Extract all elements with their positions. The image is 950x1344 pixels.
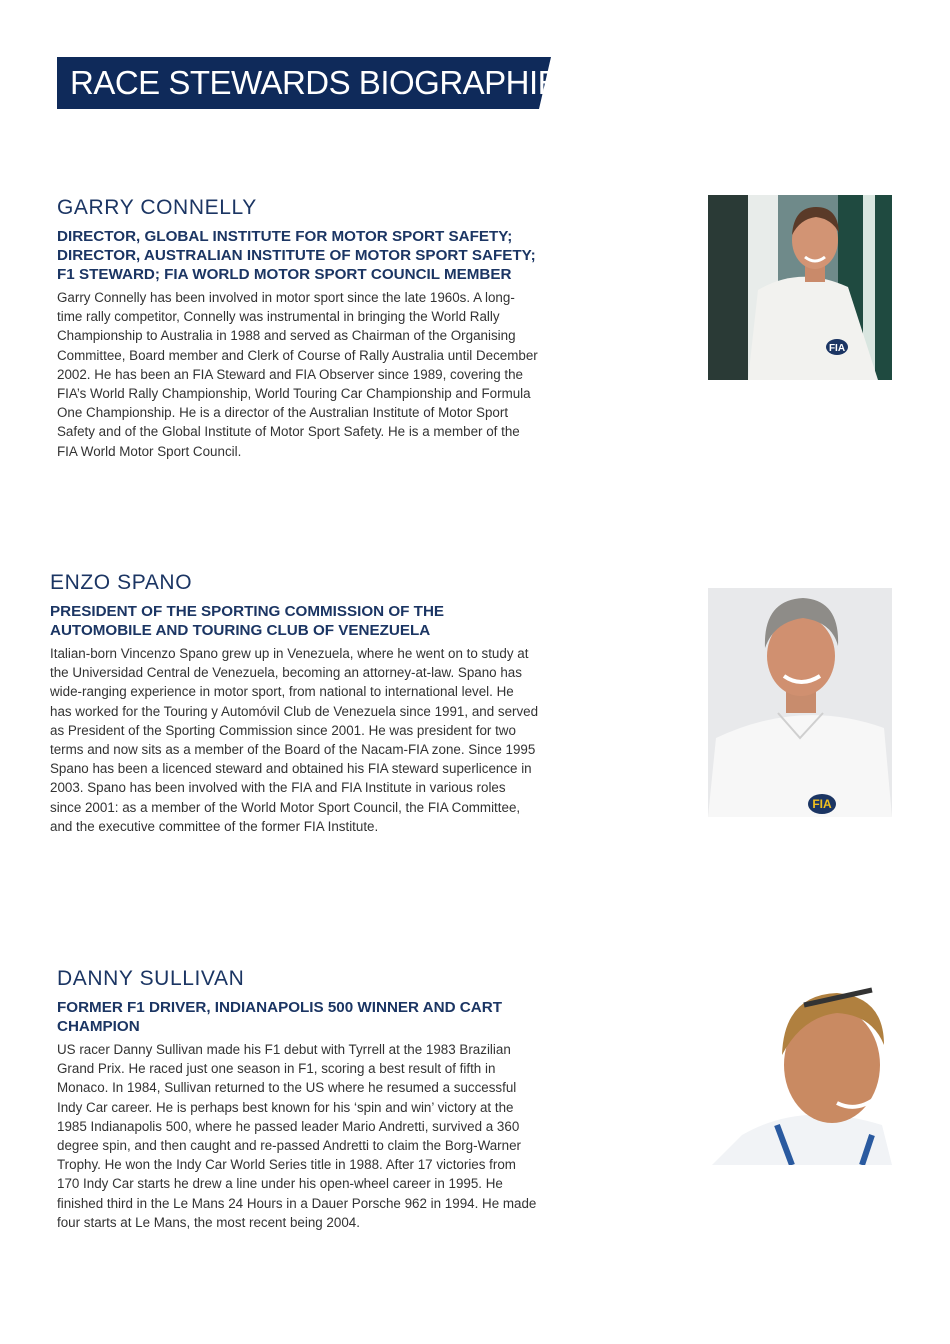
title-banner [57, 57, 581, 109]
steward-role: DIRECTOR, GLOBAL INSTITUTE FOR MOTOR SPORT SAFETY; DIRECTOR, AUSTRALIAN INSTITUTE OF MOTOR SPORT SAFETY; F1 STEWARD; FIA WORLD MOTOR SPORT COUNCIL MEMBER [57, 228, 536, 283]
steward-name: GARRY CONNELLY [57, 196, 257, 219]
fia-badge-text: FIA [812, 797, 832, 811]
steward-bio: US racer Danny Sullivan made his F1 debut with Tyrrell at the 1983 Brazilian Grand Prix. He raced just one season in F1, scoring a best result of fifth in Monaco. In 1984, Sullivan returned to the US where he resumed a successful Indy Car career. He is perhaps best known for his ‘spin and win’ victory at the 1985 Indianapolis 500, where he passed leader Mario Andretti, survived a 360 degree spin, and then caught and re-passed Andretti to claim the Borg-Warner Trophy. He won the Indy Car World Series title in 1988. After 17 victories from 170 Indy Car starts he drew a line under his open-wheel career in 1995. He finished third in the Le Mans 24 Hours in a Dauer Porsche 962 in 1994. He made four starts at Le Mans, the most recent being 2004. [57, 1042, 537, 1230]
steward-bio: Italian-born Vincenzo Spano grew up in Venezuela, where he went on to study at the Universidad Central de Venezuela, becoming an attorney-at-law. Spano has wide-ranging experience in motor sport, from national to international level. He has worked for the Touring y Automóvil Club de Venezuela since 1991, and served as President of the Sporting Commission since 2001. He was president for two terms and now sits as a member of the Board of the Nacam-FIA zone. Since 1995 Spano has been a licenced steward and obtained his FIA steward superlicence in 2003. Spano has been involved with the FIA and FIA Institute in various roles since 2001: as a member of the World Motor Sport Council, the FIA Committee, and the executive committee of the former FIA Institute. [50, 646, 539, 834]
steward-role: FORMER F1 DRIVER, INDIANAPOLIS 500 WINNER AND CART CHAMPION [57, 999, 502, 1035]
page-title: RACE STEWARDS BIOGRAPHIES [70, 64, 581, 101]
steward-section [57, 195, 539, 461]
steward-role: PRESIDENT OF THE SPORTING COMMISSION OF THE AUTOMOBILE AND TOURING CLUB OF VENEZUELA [50, 603, 445, 639]
steward-photo [708, 195, 892, 380]
steward-name: ENZO SPANO [50, 571, 193, 594]
steward-photo [712, 985, 892, 1165]
steward-name: DANNY SULLIVAN [57, 967, 245, 990]
steward-section [57, 966, 539, 1232]
steward-section [50, 570, 539, 836]
steward-photo [708, 588, 892, 817]
fia-badge-text: FIA [828, 343, 846, 354]
steward-bio: Garry Connelly has been involved in motor sport since the late 1960s. A long-time rally competitor, Connelly was instrumental in bringing the World Rally Championship to Australia in 1988 and served as Chairman of the Organising Committee, Board member and Clerk of Course of Rally Australia until December 2002. He has been an FIA Steward and FIA Observer since 1989, covering the FIA’s World Rally Championship, World Touring Car Championship and Formula One Championship. He is a director of the Australian Institute of Motor Sport Safety and of the Global Institute of Motor Sport Safety. He is a member of the FIA World Motor Sport Council. [57, 290, 538, 459]
